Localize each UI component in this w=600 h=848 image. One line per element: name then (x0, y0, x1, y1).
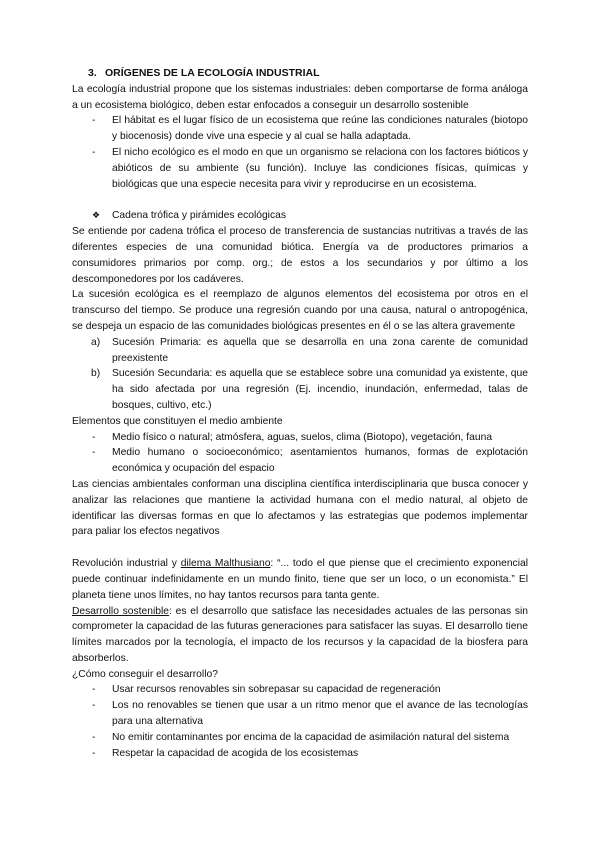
section-number: 3. (88, 67, 97, 79)
elementos-title: Elementos que constituyen el medio ambiente (72, 415, 283, 427)
desarrollo-list (72, 682, 528, 761)
ciencias-paragraph: Las ciencias ambientales conforman una disciplina científica interdisciplinaria que busca conocer y analizar las relaciones que mantiene la actividad humana con el medio natural, al objeto de identificar las diversas formas en que lo afectamos y las estrategias que podemos implementar para paliar los efectos negativos (72, 478, 528, 538)
list-item (72, 335, 528, 367)
cadena-title: Cadena trófica y pirámides ecológicas (112, 210, 286, 222)
desarrollo-text: : es el desarrollo que satisface las necesidades actuales de las personas sin comprometer la capacidad de las futuras generaciones para satisfacer las suyas. El desarrollo tiene límites marcados por la tecnología, el impacto de los recursos y la capacidad de la biosfera para absorberlos. (72, 605, 528, 664)
cadena-paragraph: Se entiende por cadena trófica el proceso de transferencia de sustancias nutritivas a través de las diferentes especies de una comunidad biótica. Energía va de productores primarios a consumidores primarios por comp. org.; de estos a los secundarios y por último a los descomponedores por los cadáveres. (72, 226, 528, 285)
elementos-list (72, 430, 528, 477)
desarrollo-paragraph (72, 604, 528, 667)
list-item-text: Sucesión Primaria: es aquella que se desarrolla en una zona carente de comunidad preexistente (112, 336, 528, 364)
list-item: - Respetar la capacidad de acogida de los ecosistemas (72, 746, 528, 762)
revolucion-text: : “... todo el que piense que el crecimiento exponencial puede continuar indefinidamente en un mundo finito, tiene que ser un loco, o un economista.” El planeta tiene unos límites, no hay tantos recursos para tanta gente. (72, 558, 528, 601)
list-item (72, 366, 528, 413)
list-item: - Los no renovables se tienen que usar a un ritmo menor que el avance de las tecnologías para una alternativa (72, 698, 528, 730)
list-item: - No emitir contaminantes por encima de la capacidad de asimilación natural del sistema (72, 730, 528, 746)
section-heading (88, 66, 528, 82)
list-item: - Medio físico o natural; atmósfera, aguas, suelos, clima (Biotopo), vegetación, fauna (72, 430, 528, 446)
spacer (72, 540, 528, 556)
list-item-text: Sucesión Secundaria: es aquella que se establece sobre una comunidad ya existente, que ha sido afectada por una regresión (Ej. incendio, inundación, enfermedad, talas de bosques, cultivo, etc.) (112, 368, 528, 411)
habitat-nicho-list (72, 113, 528, 192)
intro-paragraph: La ecología industrial propone que los sistemas industriales: deben comportarse de forma análoga a un ecosistema biológico, deben estar enfocados a conseguir un desarrollo sostenible (72, 83, 528, 111)
malthus-term: dilema Malthusiano (180, 558, 271, 570)
diamond-bullet-icon: ❖ (92, 210, 101, 221)
list-marker: b) (91, 368, 101, 380)
desarrollo-question: ¿Cómo conseguir el desarrollo? (72, 668, 218, 680)
document-body (72, 66, 528, 761)
list-item: - Usar recursos renovables sin sobrepasar su capacidad de regeneración (72, 682, 528, 698)
sucesion-paragraph: La sucesión ecológica es el reemplazo de algunos elementos del ecosistema por otros en el transcurso del tiempo. Se produce una regresión cuando por una causa, natural o antropogénica, se despeja un espacio de las comunidades biológicas presentes en él o se las altera gravemente (72, 289, 528, 332)
list-item: - El hábitat es el lugar físico de un ecosistema que reúne las condiciones naturales (biotopo y biocenosis) donde vive una especie y al cual se halla adaptada. (72, 113, 528, 145)
revolucion-paragraph (72, 556, 528, 603)
cadena-subheading (72, 208, 528, 224)
sucesion-list (72, 335, 528, 414)
desarrollo-term: Desarrollo sostenible (72, 605, 170, 617)
list-item: - El nicho ecológico es el modo en que un organismo se relaciona con los factores bióticos y abióticos de su ambiente (su función). Incluye las condiciones físicas, químicas y biológicas que una especie necesita para vivir y reproducirse en un ecosistema. (72, 145, 528, 192)
section-title: ORÍGENES DE LA ECOLOGÍA INDUSTRIAL (105, 67, 320, 79)
list-item: - Medio humano o socioeconómico; asentamientos humanos, formas de explotación económica y ocupación del espacio (72, 445, 528, 477)
list-marker: a) (91, 336, 101, 348)
revolucion-lead: Revolución industrial y (72, 558, 181, 570)
